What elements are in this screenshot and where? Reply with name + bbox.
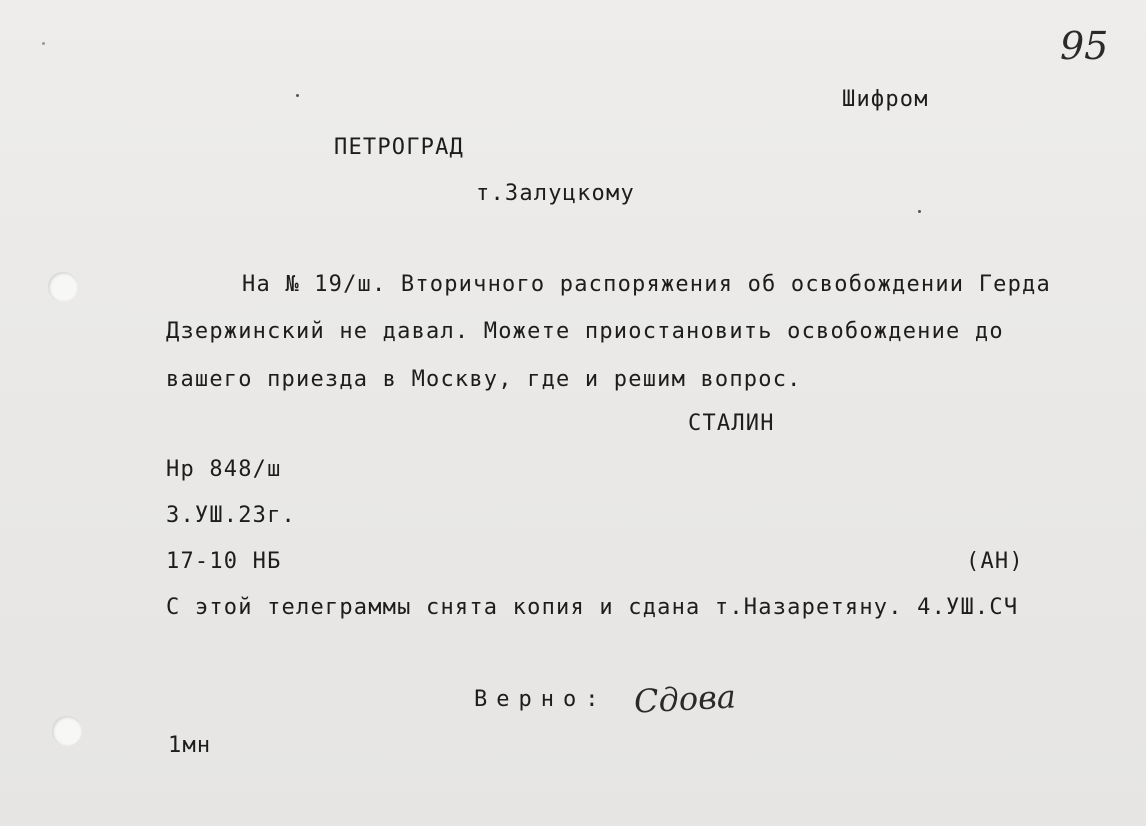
- signature: СТАЛИН: [688, 411, 775, 436]
- punch-hole-lower: [52, 716, 82, 746]
- body-line-2: Дзержинский не давал. Можете приостановить освобождение до: [166, 319, 1004, 344]
- ink-speck: [296, 94, 299, 97]
- telegram-date: 3.УШ.23г.: [166, 503, 297, 528]
- copies-count: 1мн: [168, 733, 212, 758]
- punch-hole-upper: [48, 272, 78, 302]
- ink-speck: [918, 210, 921, 213]
- body-line-3: вашего приезда в Москву, где и решим вопрос.: [166, 367, 802, 392]
- ink-speck: [42, 42, 45, 45]
- page-number: 95: [1060, 24, 1109, 68]
- body-line-1: На № 19/ш. Вторичного распоряжения об освобождении Герда: [242, 272, 1051, 297]
- destination-city: ПЕТРОГРАД: [334, 135, 465, 160]
- copy-note: С этой телеграммы снята копия и сдана т.Назаретяну. 4.УШ.СЧ: [166, 595, 1019, 620]
- recipient: т.Залуцкому: [476, 181, 635, 206]
- operator-initials: (АН): [966, 549, 1024, 574]
- time-code: 17-10 НБ: [166, 549, 282, 574]
- cipher-label: Шифром: [842, 87, 929, 112]
- certification-label: Верно:: [474, 687, 608, 712]
- certification-signature: Сдова: [633, 677, 737, 721]
- telegram-number: Нр 848/ш: [166, 457, 282, 482]
